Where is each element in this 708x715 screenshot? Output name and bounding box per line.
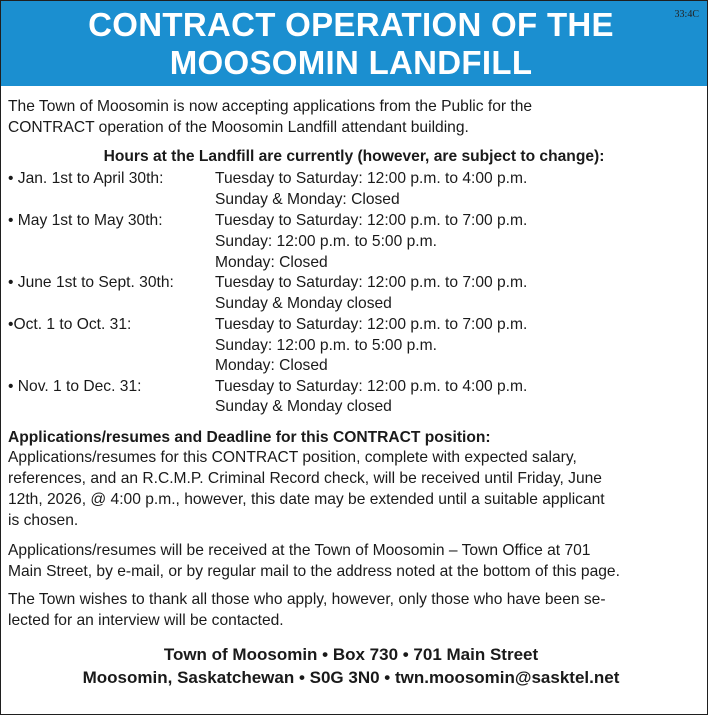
title-banner [1, 1, 707, 86]
period-hours-line: Monday: Closed [215, 254, 328, 271]
period-hours-line: Tuesday to Saturday: 12:00 p.m. to 4:00 p.m. [215, 378, 528, 395]
hours-heading: Hours at the Landfill are currently (however, are subject to change): [103, 148, 605, 165]
applications-text-line: Applications/resumes for this CONTRACT position, complete with expected salary, [8, 449, 577, 466]
submission-text-line: Main Street, by e-mail, or by regular mail to the address noted at the bottom of this page. [8, 563, 620, 580]
footer-address-line-2: Moosomin, Saskatchewan • S0G 3N0 • twn.moosomin@sasktel.net [82, 668, 620, 687]
applications-text-line: is chosen. [8, 512, 79, 529]
period-hours-line: Sunday: 12:00 p.m. to 5:00 p.m. [215, 337, 437, 354]
period-label: •Oct. 1 to Oct. 31: [8, 316, 132, 333]
ad-code: 33:4C [674, 9, 699, 20]
title-line-2: MOOSOMIN LANDFILL [169, 44, 533, 81]
applications-text-line: references, and an R.C.M.P. Criminal Record check, will be received until Friday, June [8, 470, 602, 487]
period-hours-line: Sunday: 12:00 p.m. to 5:00 p.m. [215, 233, 437, 250]
period-label: • June 1st to Sept. 30th: [8, 274, 174, 291]
intro-line-1: The Town of Moosomin is now accepting applications from the Public for the [8, 98, 533, 115]
title-line-1: CONTRACT OPERATION OF THE [88, 6, 614, 43]
period-hours-line: Monday: Closed [215, 357, 328, 374]
period-label: • May 1st to May 30th: [8, 212, 163, 229]
submission-text-line: Applications/resumes will be received at the Town of Moosomin – Town Office at 701 [8, 542, 591, 559]
applications-text-line: 12th, 2026, @ 4:00 p.m., however, this date may be extended until a suitable applicant [8, 491, 605, 508]
period-hours-line: Sunday & Monday closed [215, 295, 392, 312]
period-hours-line: Tuesday to Saturday: 12:00 p.m. to 7:00 p.m. [215, 212, 528, 229]
footer-address-line-1: Town of Moosomin • Box 730 • 701 Main Street [163, 645, 539, 664]
period-hours-line: Tuesday to Saturday: 12:00 p.m. to 7:00 p.m. [215, 316, 528, 333]
period-hours-line: Tuesday to Saturday: 12:00 p.m. to 4:00 p.m. [215, 170, 528, 187]
period-label: • Nov. 1 to Dec. 31: [8, 378, 142, 395]
intro-line-2: CONTRACT operation of the Moosomin Landfill attendant building. [8, 119, 469, 136]
thanks-text-line: The Town wishes to thank all those who apply, however, only those who have been se- [8, 591, 606, 608]
thanks-text-line: lected for an interview will be contacted. [8, 612, 284, 629]
applications-heading: Applications/resumes and Deadline for this CONTRACT position: [8, 429, 491, 446]
period-hours-line: Sunday & Monday closed [215, 398, 392, 415]
period-label: • Jan. 1st to April 30th: [8, 170, 164, 187]
period-hours-line: Sunday & Monday: Closed [215, 191, 400, 208]
period-hours-line: Tuesday to Saturday: 12:00 p.m. to 7:00 p.m. [215, 274, 528, 291]
